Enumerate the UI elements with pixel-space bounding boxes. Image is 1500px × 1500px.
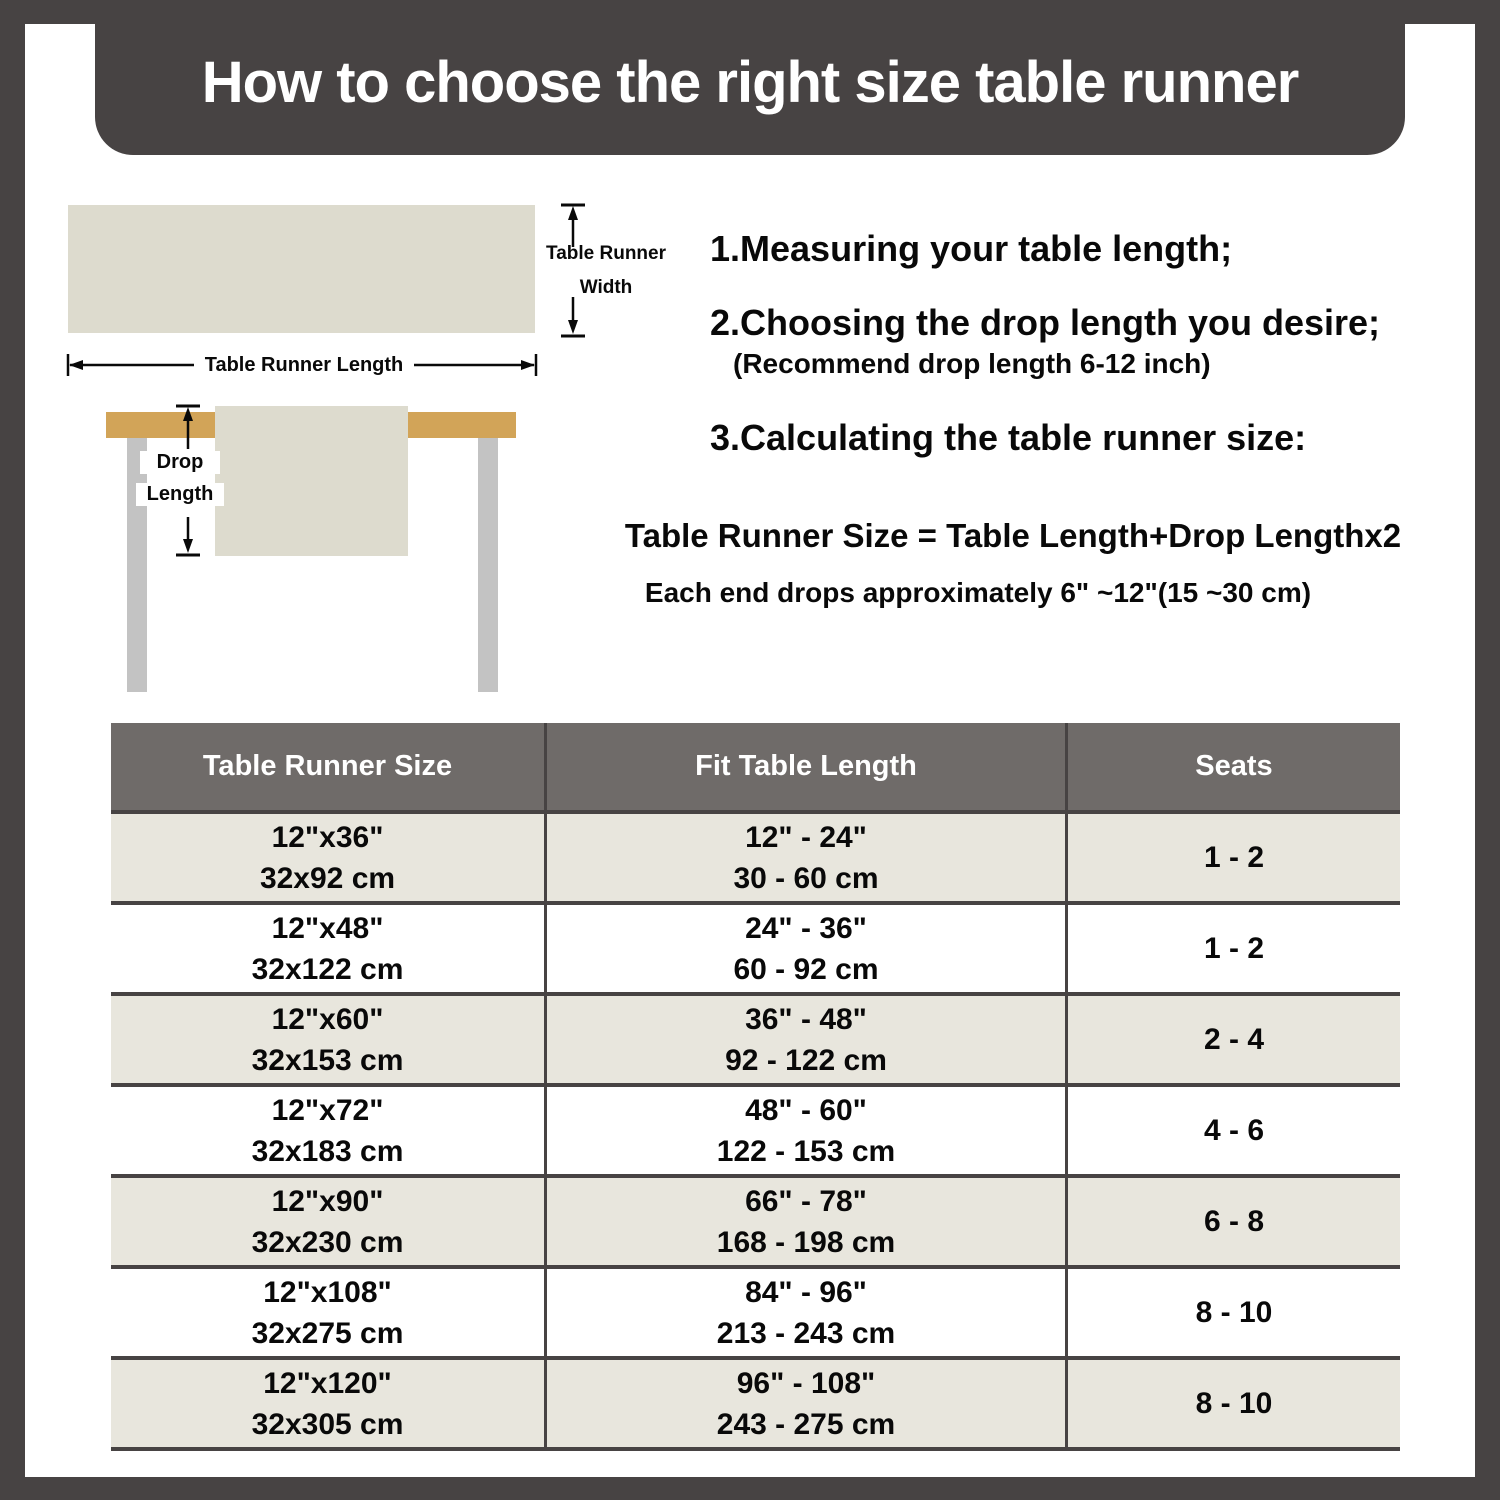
runner-top-view-rect [68, 205, 535, 333]
size-table-row [111, 1356, 1400, 1447]
seats-cell: 2 - 4 [1203, 1023, 1265, 1056]
size-table-row [111, 1265, 1400, 1356]
fit-length-cell: 24" - 36" 60 - 92 cm [547, 905, 1068, 992]
runner-size-cell: 12"x90" 32x230 cm [111, 1178, 547, 1265]
runner-size-cell: 12"x120" 32x305 cm [111, 1360, 547, 1447]
fit-length-cell: 48" - 60" 122 - 153 cm [547, 1087, 1068, 1174]
step-1: 1.Measuring your table length; [710, 228, 1233, 269]
width-label-line1: Table Runner [546, 243, 666, 264]
width-label-line2: Width [579, 277, 633, 298]
fit-length-cell: 84" - 96" 213 - 243 cm [547, 1269, 1068, 1356]
page-title: How to choose the right size table runner [201, 50, 1299, 115]
step-3: 3.Calculating the table runner size: [710, 417, 1307, 458]
size-table-row [111, 1174, 1400, 1265]
fit-length-cell: 66" - 78" 168 - 198 cm [547, 1178, 1068, 1265]
width-dimension-arrow-icon [556, 203, 592, 339]
fit-length-cell: 36" - 48" 92 - 122 cm [547, 996, 1068, 1083]
formula-text: Table Runner Size = Table Length+Drop Lengthx2 [624, 517, 1402, 554]
step-2-note: (Recommend drop length 6-12 inch) [733, 348, 1211, 379]
size-table-rows [111, 810, 1400, 1447]
seats-cell: 1 - 2 [1203, 841, 1265, 874]
fit-length-cell: 12" - 24" 30 - 60 cm [547, 814, 1068, 901]
seats-cell: 8 - 10 [1195, 1296, 1273, 1329]
runner-size-cell: 12"x36" 32x92 cm [111, 814, 547, 901]
runner-size-cell: 12"x48" 32x122 cm [111, 905, 547, 992]
step-2: 2.Choosing the drop length you desire; [710, 302, 1381, 343]
seats-cell: 8 - 10 [1195, 1387, 1273, 1420]
fit-length-cell: 96" - 108" 243 - 275 cm [547, 1360, 1068, 1447]
runner-size-cell: 12"x60" 32x153 cm [111, 996, 547, 1083]
column-header-seats: Seats [1195, 750, 1273, 782]
column-header-fit-length: Fit Table Length [547, 723, 1068, 810]
seats-cell: 4 - 6 [1203, 1114, 1265, 1147]
size-table-row [111, 1083, 1400, 1174]
hanging-runner [215, 406, 408, 556]
runner-size-cell: 12"x72" 32x183 cm [111, 1087, 547, 1174]
size-table-row [111, 901, 1400, 992]
drop-label-line1: Drop [140, 451, 220, 474]
table-leg-right [478, 438, 498, 692]
size-table-row [111, 992, 1400, 1083]
table-leg-left [127, 438, 147, 692]
length-label: Table Runner Length [194, 353, 414, 377]
drop-note: Each end drops approximately 6" ~12"(15 ~30 cm) [644, 577, 1312, 608]
title-banner [95, 24, 1405, 155]
seats-cell: 6 - 8 [1203, 1205, 1265, 1238]
runner-size-cell: 12"x108" 32x275 cm [111, 1269, 547, 1356]
drop-label-line2: Length [136, 483, 224, 506]
drop-length-dimension-arrow-icon [174, 404, 204, 558]
seats-cell: 1 - 2 [1203, 932, 1265, 965]
size-table-header-row [111, 723, 1400, 810]
size-table-row [111, 810, 1400, 901]
column-header-runner-size: Table Runner Size [111, 723, 547, 810]
size-table [111, 723, 1400, 1451]
